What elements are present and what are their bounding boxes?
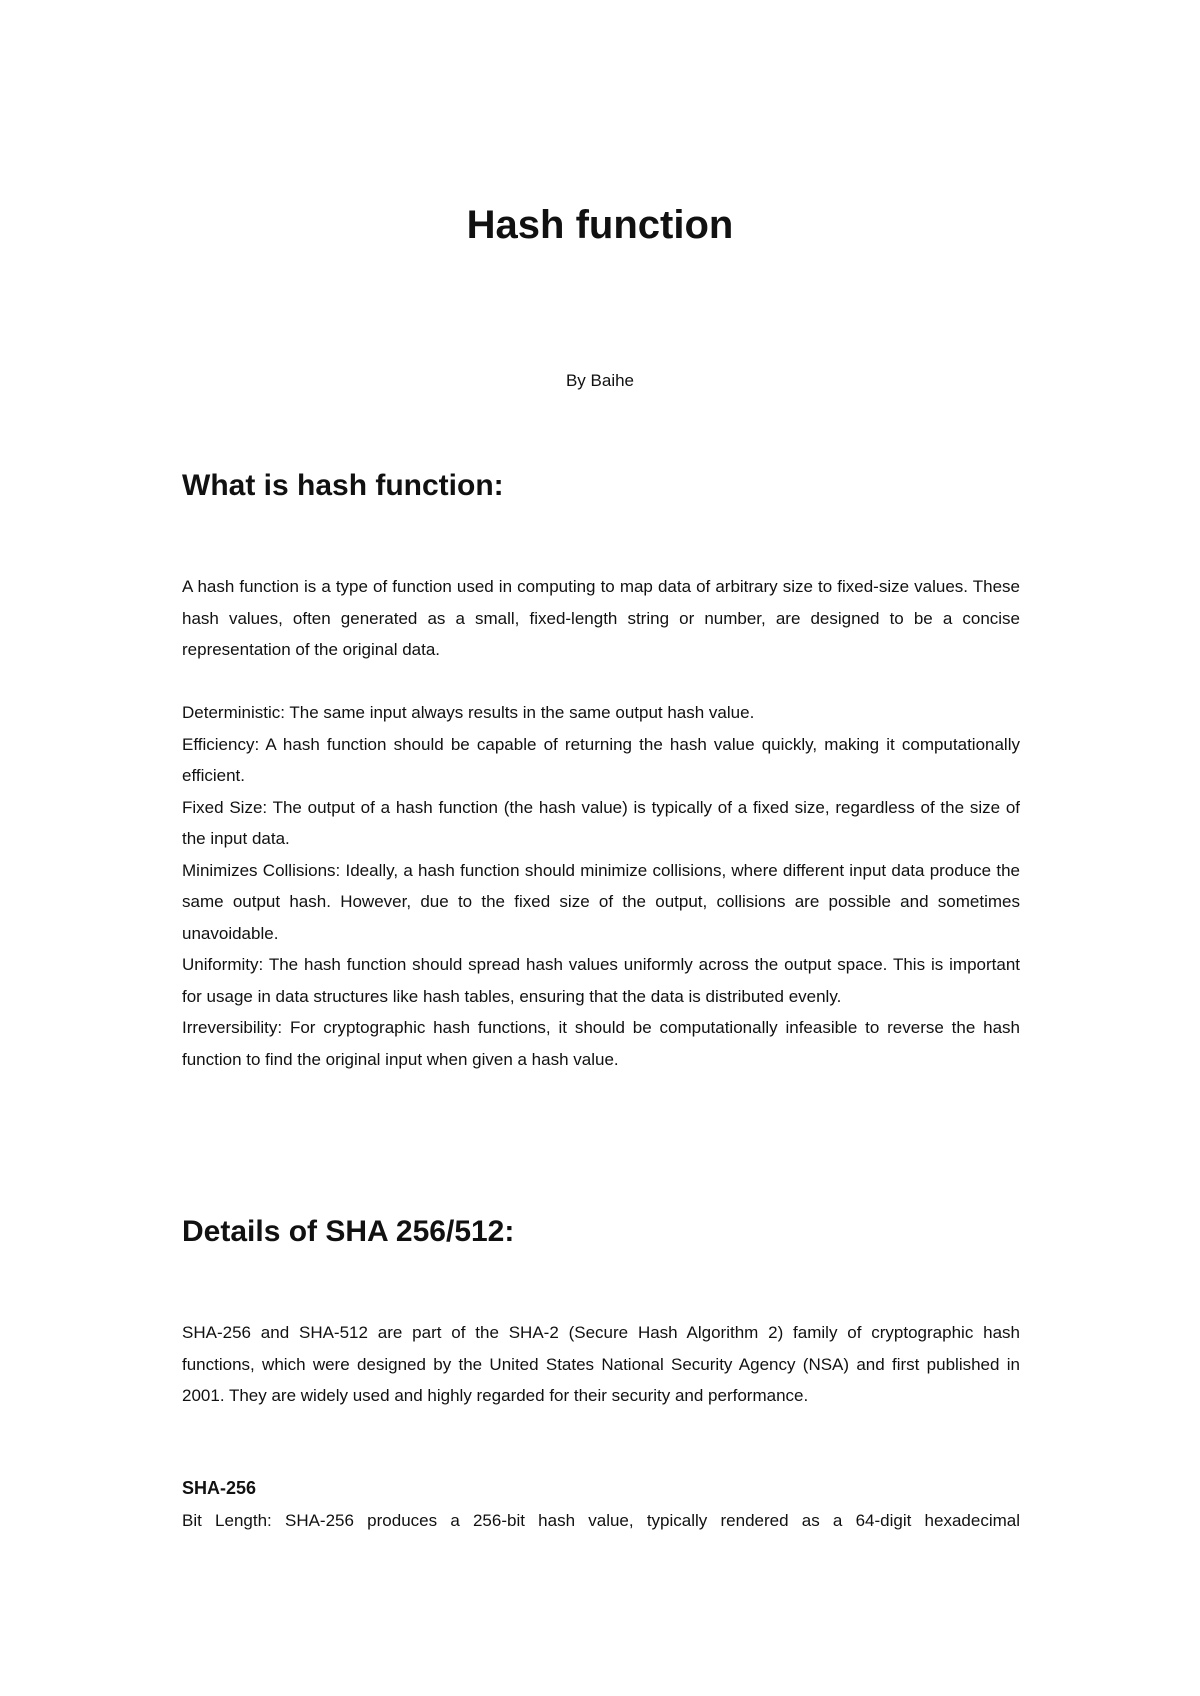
section-heading-sha-details: Details of SHA 256/512: <box>182 1215 515 1248</box>
sha-intro-paragraph: SHA-256 and SHA-512 are part of the SHA-2 (Secure Hash Algorithm 2) family of cryptographic hash functions, which were designed by the United States National Security Agency (NSA) and first published in 2001. They are widely used and highly regarded for their security and performance. <box>182 1323 1020 1405</box>
sha256-bit-length-text: Bit Length: SHA-256 produces a 256-bit hash value, typically rendered as a 64-digit hexadecimal <box>182 1511 1020 1530</box>
sha256-subheading: SHA-256 <box>182 1478 257 1498</box>
property-deterministic: Deterministic: The same input always results in the same output hash value. <box>182 703 755 722</box>
property-fixed-size: Fixed Size: The output of a hash function (the hash value) is typically of a fixed size, regardless of the size of the input data. <box>182 797 1020 848</box>
section-heading-what-is-hash: What is hash function: <box>182 469 504 502</box>
property-efficiency: Efficiency: A hash function should be capable of returning the hash value quickly, making it computationally efficient. <box>182 734 1020 785</box>
document-author: By Baihe <box>565 371 635 390</box>
hash-function-intro-paragraph: A hash function is a type of function used in computing to map data of arbitrary size to fixed-size values. These hash values, often generated as a small, fixed-length string or number, are designed to be a concise representation of the original data. <box>182 577 1020 659</box>
property-uniformity: Uniformity: The hash function should spread hash values uniformly across the output space. This is important for usage in data structures like hash tables, ensuring that the data is distributed evenly. <box>182 955 1020 1006</box>
document-title: Hash function <box>466 203 734 247</box>
hash-properties-list <box>182 697 1020 1075</box>
property-irreversibility: Irreversibility: For cryptographic hash functions, it should be computationally infeasible to reverse the hash function to find the original input when given a hash value. <box>182 1018 1020 1069</box>
property-minimizes-collisions: Minimizes Collisions: Ideally, a hash function should minimize collisions, where different input data produce the same output hash. However, due to the fixed size of the output, collisions are possible and sometimes unavoidable. <box>182 860 1020 943</box>
